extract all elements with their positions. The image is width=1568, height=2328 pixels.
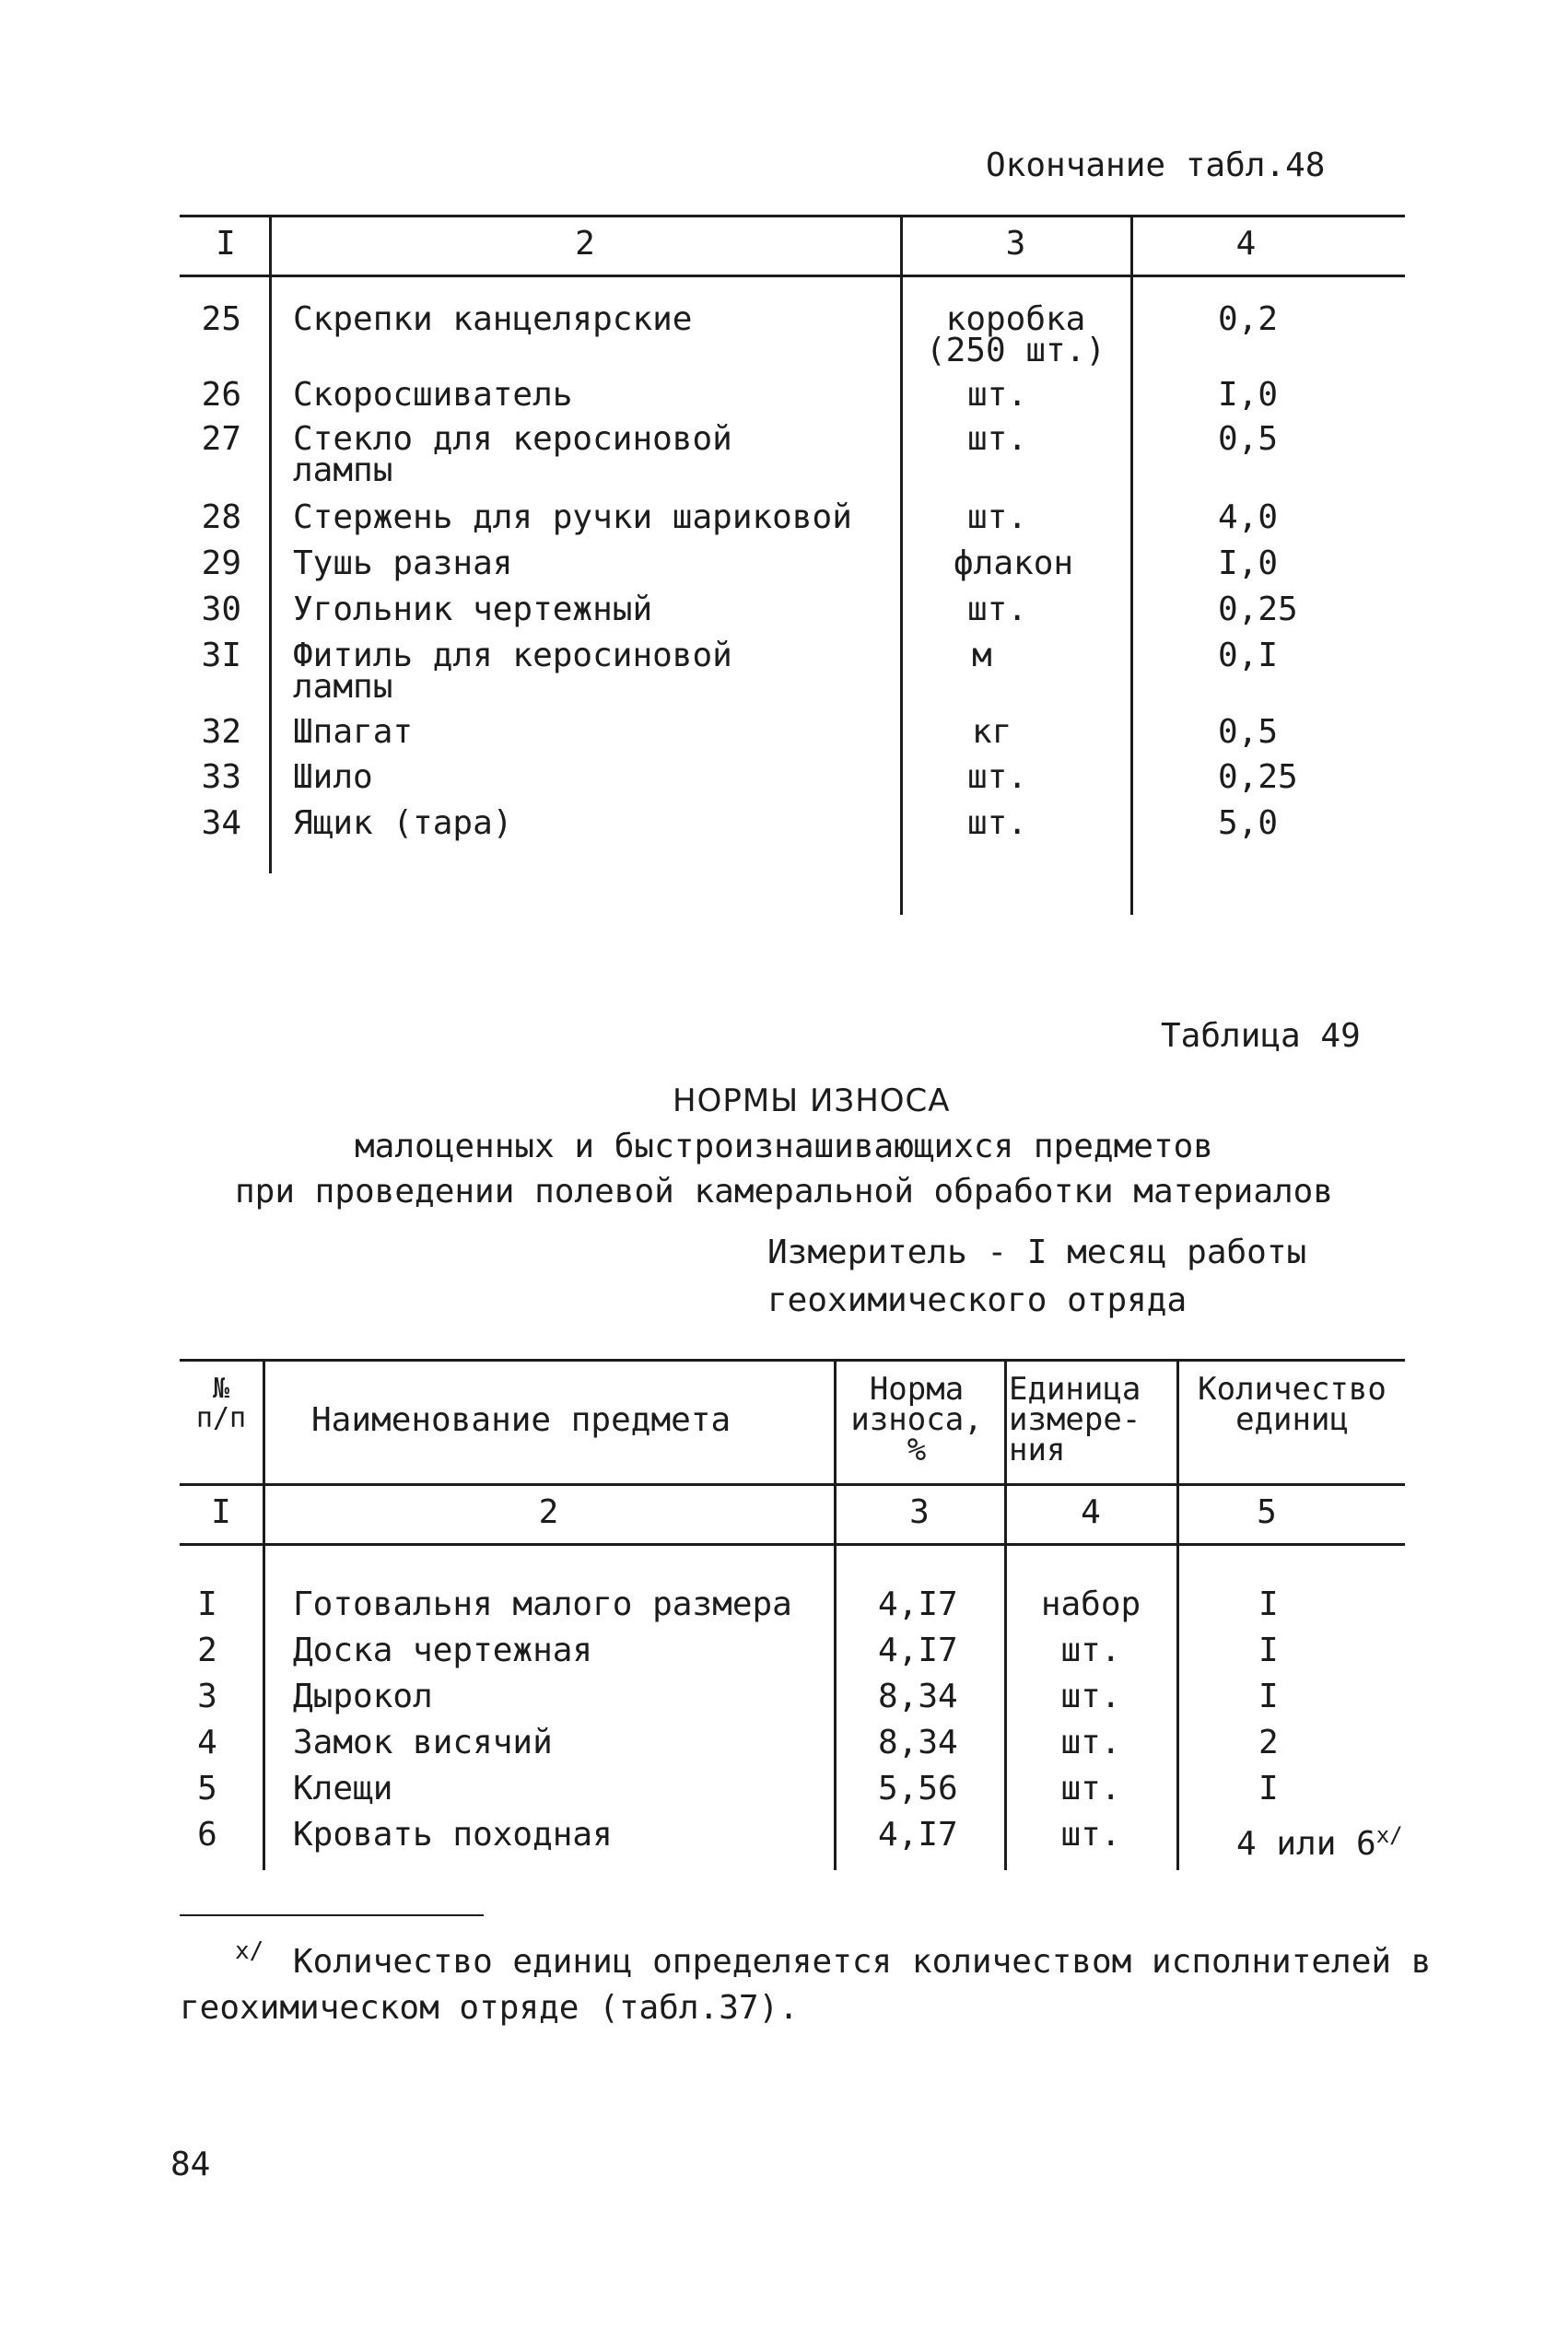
item-name: Скоросшиватель [293, 376, 573, 414]
quantity: I,0 [1218, 376, 1279, 414]
item-name: Шило [293, 758, 373, 796]
unit: шт. [1060, 1678, 1121, 1715]
row-number: 33 [201, 758, 241, 796]
table-49-subtitle-1: малоценных и быстроизнашивающихся предметов [355, 1128, 1213, 1165]
row-number: 27 [201, 420, 241, 458]
row-number: 28 [201, 498, 241, 536]
quantity: 2 [1258, 1724, 1279, 1761]
table-49-label: Таблица 49 [1161, 1017, 1361, 1055]
quantity: I [1258, 1678, 1279, 1715]
unit: флакон [954, 544, 1074, 582]
row-number: 30 [201, 591, 241, 628]
item-name: Скрепки канцелярские [293, 300, 693, 338]
unit: шт. [967, 420, 1028, 458]
row-number: 3 [197, 1678, 217, 1715]
item-name: Фитиль для керосиновой лампы [293, 637, 732, 706]
t48-colnum-4: 4 [1235, 225, 1257, 263]
header-unit: Единица измере- ния [1009, 1371, 1141, 1468]
wear-norm: 5,56 [878, 1770, 958, 1807]
t48-top-rule [180, 215, 1405, 217]
quantity [1236, 1819, 1403, 1863]
item-name: Доска чертежная [293, 1632, 593, 1669]
row-number: I [197, 1585, 217, 1623]
item-name: Ящик (тара) [293, 804, 513, 842]
unit: шт. [1060, 1724, 1121, 1761]
wear-norm: 8,34 [878, 1678, 958, 1715]
wear-norm: 4,I7 [878, 1585, 958, 1623]
item-name: Тушь разная [293, 544, 513, 582]
row-number: 32 [201, 713, 241, 751]
quantity: 0,5 [1218, 420, 1279, 458]
row-number: 4 [197, 1724, 217, 1761]
item-name: Угольник чертежный [293, 591, 653, 628]
unit: кг [972, 713, 1012, 751]
page-number: 84 [170, 2146, 211, 2183]
unit: шт. [967, 758, 1028, 796]
item-name: Шпагат [293, 713, 414, 751]
unit: коробка (250 шт.) [925, 300, 1106, 369]
wear-norm: 4,I7 [878, 1816, 958, 1854]
footnote-line-1: Количество единиц определяется количеством исполнителей в [293, 1943, 1432, 1981]
table-49-measure-2: геохимического отряда [767, 1281, 1188, 1319]
quantity: 0,25 [1218, 758, 1298, 796]
footnote-marker: x/ [1375, 1822, 1403, 1848]
t49-col-divider-4 [1176, 1359, 1179, 1870]
header-number: № п/п [195, 1373, 247, 1434]
wear-norm: 8,34 [878, 1724, 958, 1761]
quantity: 0,5 [1218, 713, 1279, 751]
t49-colnum-1: I [211, 1493, 231, 1531]
header-wear-norm: Норма износа, % [850, 1371, 983, 1468]
row-number: 29 [201, 544, 241, 582]
quantity: 0,2 [1218, 300, 1279, 338]
t48-colnum-1: I [216, 225, 236, 263]
t49-colnum-4: 4 [1081, 1493, 1101, 1531]
footnote-line-2: геохимическом отряде (табл.37). [180, 1989, 799, 2027]
header-item-name: Наименование предмета [311, 1401, 731, 1439]
unit: шт. [1060, 1816, 1121, 1854]
row-number: 5 [197, 1770, 217, 1807]
table-49-measure-1: Измеритель - I месяц работы [767, 1234, 1307, 1271]
table-48-caption: Окончание табл.48 [986, 146, 1326, 184]
quantity: I [1258, 1632, 1279, 1669]
unit: шт. [967, 804, 1028, 842]
table-49-title: НОРМЫ ИЗНОСА [673, 1082, 951, 1119]
row-number: 6 [197, 1816, 217, 1854]
t49-colnum-2: 2 [538, 1493, 559, 1531]
item-name: Дырокол [293, 1678, 433, 1715]
quantity: I [1258, 1585, 1279, 1623]
item-name: Клещи [293, 1770, 393, 1807]
item-name: Стержень для ручки шариковой [293, 498, 852, 536]
t48-colnum-2: 2 [575, 225, 595, 263]
t49-header-rule [180, 1483, 1405, 1486]
t49-colnum-rule [180, 1543, 1405, 1546]
t48-header-rule [180, 275, 1405, 277]
footnote-mark: x/ [235, 1937, 264, 1965]
quantity: 0,25 [1218, 591, 1298, 628]
row-number: 3I [201, 637, 241, 674]
unit: шт. [967, 498, 1028, 536]
item-name: Замок висячий [293, 1724, 553, 1761]
unit: шт. [1060, 1632, 1121, 1669]
wear-norm: 4,I7 [878, 1632, 958, 1669]
unit: шт. [1060, 1770, 1121, 1807]
quantity: 0,I [1218, 637, 1279, 674]
t49-top-rule [180, 1359, 1405, 1362]
unit: набор [1040, 1585, 1141, 1623]
table-49-subtitle-2: при проведении полевой камеральной обработки материалов [234, 1173, 1334, 1211]
quantity: I [1258, 1770, 1279, 1807]
unit: м [972, 637, 992, 674]
t49-col-divider-1 [263, 1359, 265, 1870]
quantity: I,0 [1218, 544, 1279, 582]
row-number: 2 [197, 1632, 217, 1669]
quantity: 4,0 [1218, 498, 1279, 536]
t48-col-divider-1 [269, 215, 272, 873]
row-number: 26 [201, 376, 241, 414]
item-name: Стекло для керосиновой лампы [293, 420, 732, 489]
row-number: 25 [201, 300, 241, 338]
unit: шт. [967, 591, 1028, 628]
row-number: 34 [201, 804, 241, 842]
t49-colnum-3: 3 [909, 1493, 930, 1531]
header-quantity: Количество единиц [1198, 1371, 1387, 1438]
t49-colnum-5: 5 [1257, 1493, 1277, 1531]
item-name: Кровать походная [293, 1816, 613, 1854]
unit: шт. [967, 376, 1028, 414]
quantity-value: 4 или 6 [1236, 1825, 1376, 1863]
t48-colnum-3: 3 [1005, 225, 1026, 263]
t48-col-divider-3 [1130, 215, 1133, 915]
item-name: Готовальня малого размера [293, 1585, 792, 1623]
quantity: 5,0 [1218, 804, 1279, 842]
footnote-rule [180, 1914, 484, 1916]
